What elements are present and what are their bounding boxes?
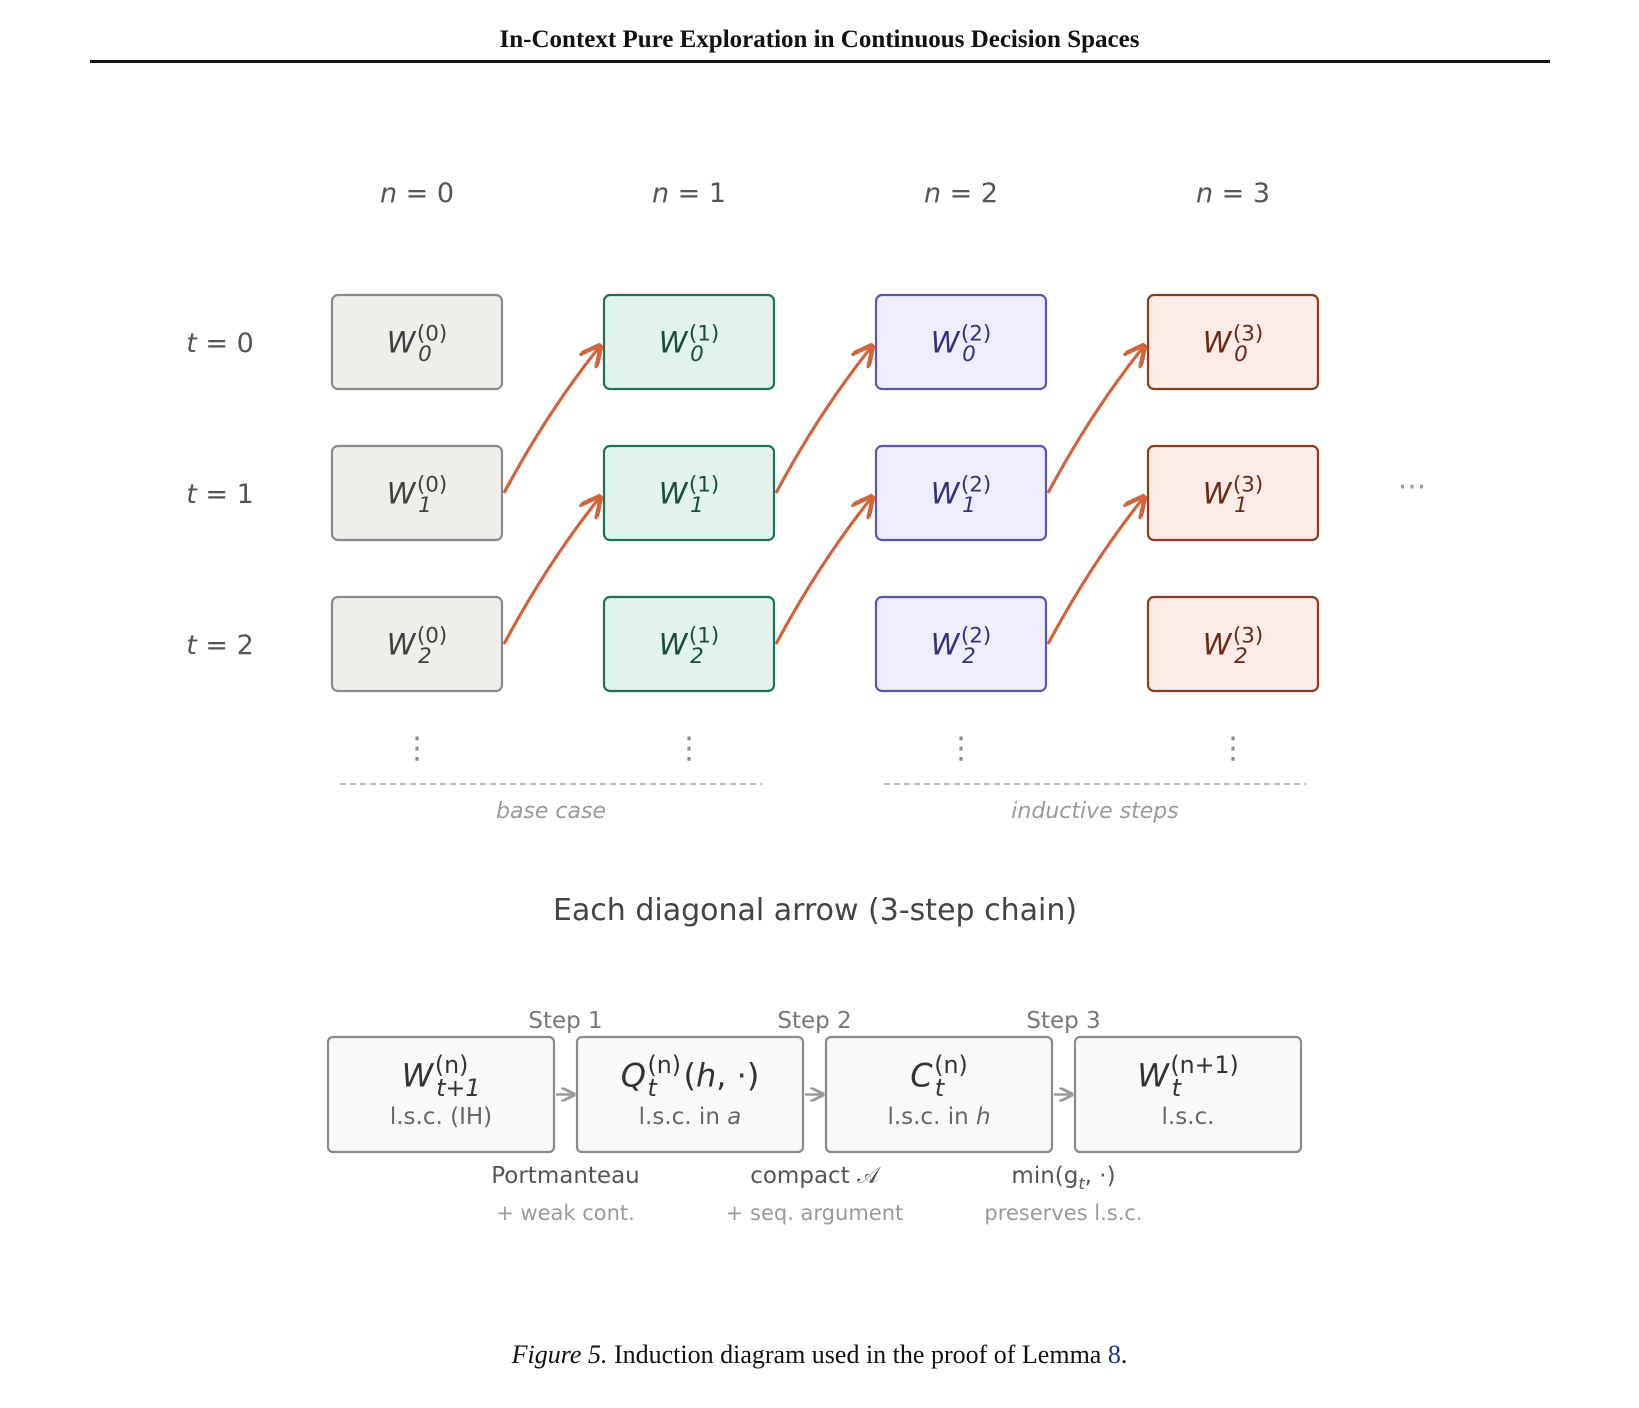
cell-label-t2-n3-sub: 2 bbox=[1234, 644, 1248, 670]
step-note-line2-1: + seq. argument bbox=[725, 1201, 904, 1225]
col-header-n2: n = 2 bbox=[923, 178, 999, 209]
cell-label-t0-n3-text: $W^{(3)}$ bbox=[1202, 321, 1264, 360]
caption-end: . bbox=[1120, 1340, 1128, 1369]
diagonal-arrow-n0-t1 bbox=[504, 346, 600, 493]
cell-label-t2-n1-text: $W^{(1)}$ bbox=[658, 623, 720, 662]
chain-title: Each diagonal arrow (3-step chain) bbox=[552, 893, 1078, 928]
bracket-label-0: base case bbox=[495, 799, 607, 824]
chain-math-1-tail: (h, ·) bbox=[683, 1056, 760, 1095]
row-header-t2: t = 2 bbox=[186, 630, 254, 661]
diagonal-arrow-n1-t2 bbox=[776, 497, 872, 644]
cell-label-t1-n2-sub: 1 bbox=[962, 493, 976, 519]
cell-label-t2-n2-sub: 2 bbox=[962, 644, 976, 670]
chain-desc-1: l.s.c. in a bbox=[638, 1104, 742, 1130]
chain-math-1-sub: t bbox=[647, 1074, 657, 1103]
chain-math-3-sub: t bbox=[1171, 1074, 1182, 1103]
caption-figure-label: Figure 5. bbox=[511, 1340, 608, 1369]
chain-desc-3: l.s.c. bbox=[1161, 1104, 1215, 1130]
cell-label-t2-n3-text: $W^{(3)}$ bbox=[1202, 623, 1264, 662]
row-header-t1: t = 1 bbox=[186, 479, 254, 510]
caption-lemma-ref[interactable]: 8 bbox=[1107, 1340, 1121, 1369]
col-header-n1: n = 1 bbox=[651, 178, 727, 209]
step-note-line1-2: $\min(g_t$, ·) bbox=[1011, 1163, 1116, 1193]
cell-label-t1-n2-text: $W^{(2)}$ bbox=[930, 472, 992, 511]
running-header: In-Context Pure Exploration in Continuous Decision Spaces bbox=[499, 26, 1140, 53]
chain-math-3-text: $W^{(n+1)}$ bbox=[1137, 1051, 1239, 1095]
cell-label-t0-n0-text: $W^{(0)}$ bbox=[386, 321, 448, 360]
caption-text: Induction diagram used in the proof of Lemma bbox=[607, 1340, 1108, 1369]
cell-label-t1-n3-text: $W^{(3)}$ bbox=[1202, 472, 1264, 511]
chain-math-2-sub: t bbox=[934, 1074, 945, 1103]
chain-math-2-text: $C^{(n)}$ bbox=[910, 1051, 968, 1095]
step-label-1: Step 2 bbox=[777, 1008, 852, 1034]
diagonal-arrow-n2-t1 bbox=[1048, 346, 1144, 493]
step-label-0: Step 1 bbox=[528, 1008, 603, 1034]
vdots-n2: ⋮ bbox=[946, 731, 976, 766]
chain-math-0-sub: t+1 bbox=[436, 1074, 481, 1103]
step-note-line1-0: Portmanteau bbox=[491, 1163, 640, 1189]
chain-desc-2: l.s.c. in h bbox=[887, 1104, 991, 1130]
cell-label-t1-n0-sub: 1 bbox=[418, 493, 432, 519]
row-header-t0: t = 0 bbox=[186, 328, 254, 359]
cell-label-t0-n1-sub: 0 bbox=[690, 342, 704, 368]
cell-label-t2-n2-text: $W^{(2)}$ bbox=[930, 623, 992, 662]
cell-label-t0-n0-sub: 0 bbox=[418, 342, 432, 368]
cell-label-t0-n2-text: $W^{(2)}$ bbox=[930, 321, 992, 360]
cell-label-t2-n0-text: $W^{(0)}$ bbox=[386, 623, 448, 662]
diagonal-arrow-n1-t1 bbox=[776, 346, 872, 493]
chain-math-0-text: $W^{(n)}$ bbox=[401, 1051, 469, 1095]
grid-layer bbox=[186, 178, 1426, 824]
step-note-line2-2: preserves l.s.c. bbox=[984, 1201, 1143, 1225]
cell-label-t2-n1-sub: 2 bbox=[690, 644, 704, 670]
cell-label-t1-n3-sub: 1 bbox=[1234, 493, 1248, 519]
bracket-label-1: inductive steps bbox=[1011, 799, 1179, 824]
cell-label-t2-n0-sub: 2 bbox=[418, 644, 432, 670]
figure-caption bbox=[0, 1340, 1639, 1370]
chain-math-1-text: $Q^{(n)}$ bbox=[620, 1051, 681, 1095]
vdots-n0: ⋮ bbox=[402, 731, 432, 766]
vdots-n1: ⋮ bbox=[674, 731, 704, 766]
continuation-dots: ··· bbox=[1397, 470, 1427, 505]
col-header-n3: n = 3 bbox=[1195, 178, 1271, 209]
diagonal-arrow-n0-t2 bbox=[504, 497, 600, 644]
cell-label-t1-n1-text: $W^{(1)}$ bbox=[658, 472, 720, 511]
cell-label-t0-n3-sub: 0 bbox=[1234, 342, 1248, 368]
chain-desc-0: l.s.c. (IH) bbox=[389, 1104, 493, 1130]
cell-label-t0-n2-sub: 0 bbox=[962, 342, 976, 368]
diagonal-arrow-n2-t2 bbox=[1048, 497, 1144, 644]
chain-layer bbox=[328, 893, 1301, 1225]
cell-label-t0-n1-text: $W^{(1)}$ bbox=[658, 321, 720, 360]
vdots-n3: ⋮ bbox=[1218, 731, 1248, 766]
step-note-line1-1: compact 𝒜 bbox=[750, 1163, 879, 1189]
step-label-2: Step 3 bbox=[1026, 1008, 1101, 1034]
cell-label-t1-n0-text: $W^{(0)}$ bbox=[386, 472, 448, 511]
chain-math-1 bbox=[621, 1051, 760, 1102]
cell-label-t1-n1-sub: 1 bbox=[690, 493, 704, 519]
col-header-n0: n = 0 bbox=[379, 178, 455, 209]
step-note-line2-0: + weak cont. bbox=[496, 1201, 635, 1225]
